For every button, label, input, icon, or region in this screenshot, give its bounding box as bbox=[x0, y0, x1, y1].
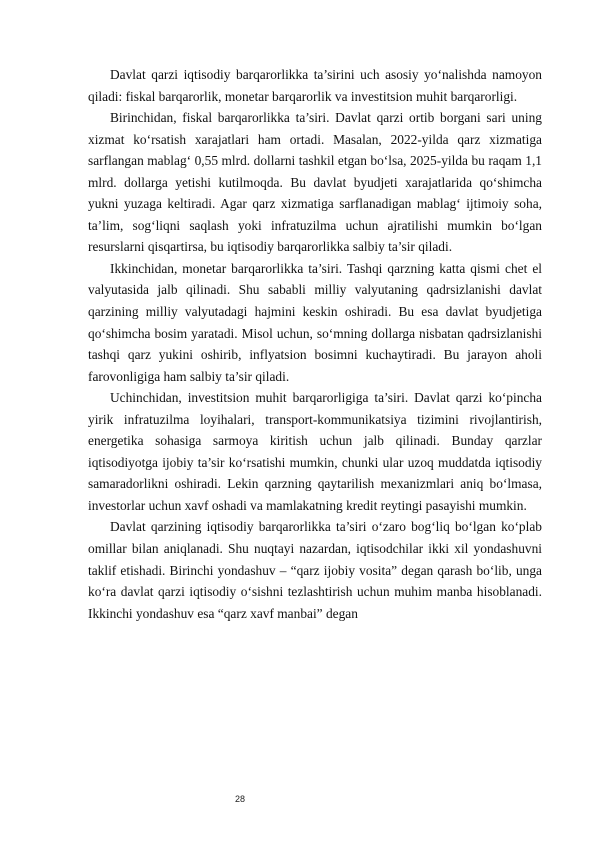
document-body bbox=[88, 64, 542, 624]
paragraph-approaches: Davlat qarzining iqtisodiy barqarorlikka ta’siri o‘zaro bog‘liq bo‘lgan ko‘plab omillar bilan aniqlanadi. Shu nuqtayi nazardan, iqtisodchilar ikki xil yondashuvni taklif etishadi. Birinchi yondashuv – “qarz ijobiy vosita” degan qarash bo‘lib, unga ko‘ra davlat qarzi iqtisodiy o‘sishni tezlashtirish uchun muhim manba hisoblanadi. Ikkinchi yondashuv esa “qarz xavf manbai” degan bbox=[88, 519, 542, 621]
paragraph-intro: Davlat qarzi iqtisodiy barqarorlikka ta’sirini uch asosiy yo‘nalishda namoyon qiladi: fiskal barqarorlik, monetar barqarorlik va investitsion muhit barqarorligi. bbox=[88, 67, 542, 104]
paragraph-investment-climate: Uchinchidan, investitsion muhit barqarorligiga ta’siri. Davlat qarzi ko‘pincha yirik infratuzilma loyihalari, transport-kommunikatsiya tizimini rivojlantirish, energetika sohasiga sarmoya kiritish uchun jalb qilinadi. Bunday qarzlar iqtisodiyotga ijobiy ta’sir ko‘rsatishi mumkin, chunki ular uzoq muddatda iqtisodiy samaradorlikni oshiradi. Lekin qarzning qaytarilish mexanizmlari aniq bo‘lmasa, investorlar uchun xavf oshadi va mamlakatning kredit reytingi pasayishi mumkin. bbox=[88, 390, 542, 513]
paragraph-fiscal-stability: Birinchidan, fiskal barqarorlikka ta’siri. Davlat qarzi ortib borgani sari uning xizmat ko‘rsatish xarajatlari ham ortadi. Masalan, 2022-yilda qarz xizmatiga sarflangan mablag‘ 0,55 mlrd. dollarni tashkil etgan bo‘lsa, 2025-yilda bu raqam 1,1 mlrd. dollarga yetishi kutilmoqda. Bu davlat byudjeti xarajatlarida qo‘shimcha yukni yuzaga keltiradi. Agar qarz xizmatiga sarflanadigan mablag‘ ijtimoiy soha, ta’lim, sog‘liqni saqlash yoki infratuzilma uchun ajratilishi mumkin bo‘lgan resurslarni qisqartirsa, bu iqtisodiy barqarorlikka salbiy ta’sir qiladi. bbox=[88, 110, 542, 255]
paragraph-monetary-stability: Ikkinchidan, monetar barqarorlikka ta’siri. Tashqi qarzning katta qismi chet el valyutasida jalb qilinadi. Shu sababli milliy valyutaning qadrsizlanishi davlat qarzining milliy valyutadagi hajmini keskin oshiradi. Bu esa davlat byudjetiga qo‘shimcha bosim yaratadi. Misol uchun, so‘mning dollarga nisbatan qadrsizlanishi tashqi qarz yukini oshirib, inflyatsion bosimni kuchaytiradi. Bu jarayon aholi farovonligiga ham salbiy ta’sir qiladi. bbox=[88, 260, 542, 384]
page-number: 28 bbox=[234, 794, 245, 804]
